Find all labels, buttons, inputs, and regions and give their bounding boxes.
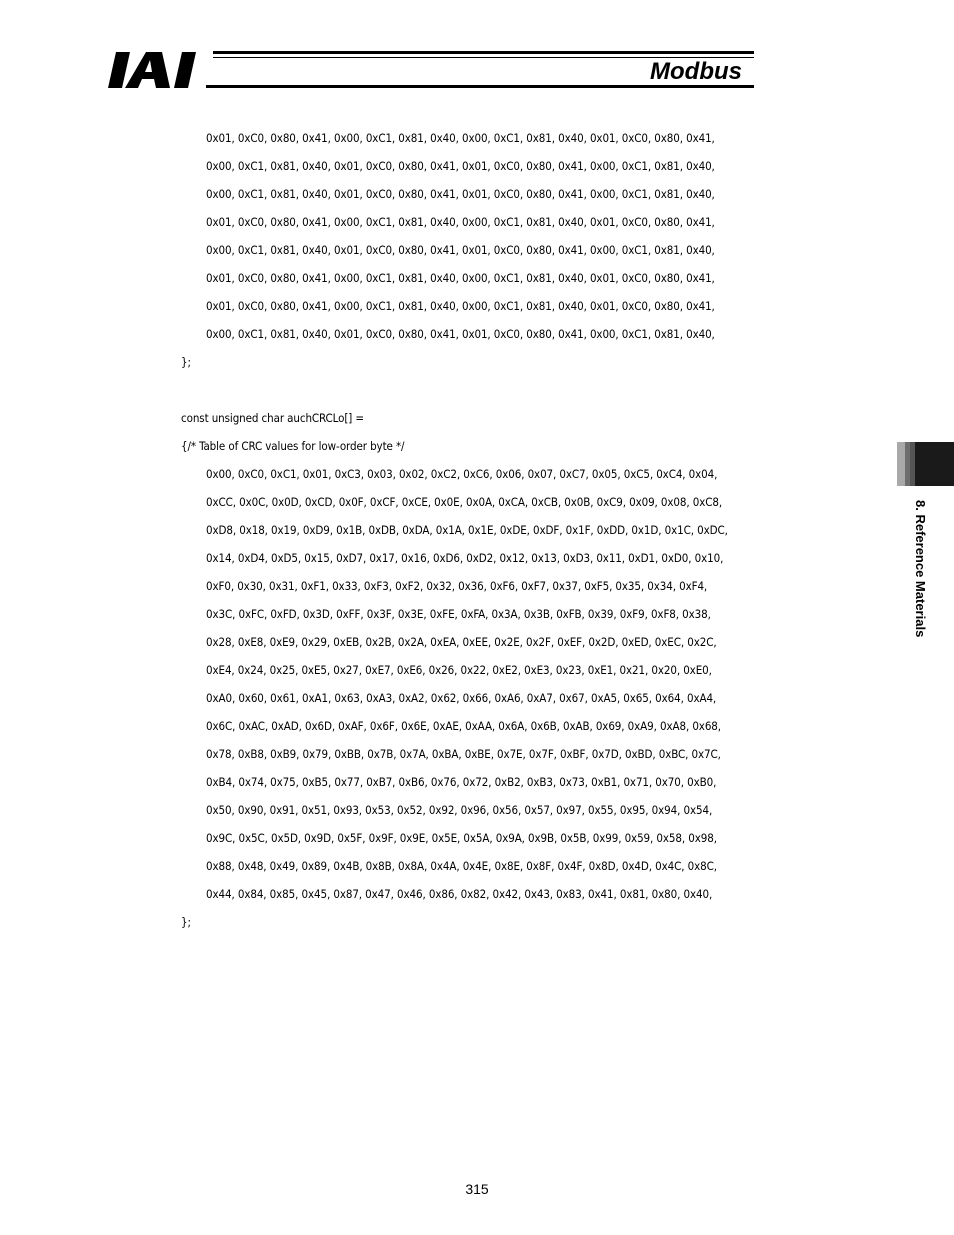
iai-logo — [108, 48, 208, 92]
crc-lo-table-row: 0xE4, 0x24, 0x25, 0xE5, 0x27, 0xE7, 0xE6, 0x26, 0x22, 0xE2, 0xE3, 0x23, 0xE1, 0x21, 0x20, 0xE0, — [206, 663, 712, 677]
crc-lo-table-row: 0x78, 0xB8, 0xB9, 0x79, 0xBB, 0x7B, 0x7A, 0xBA, 0xBE, 0x7E, 0x7F, 0xBF, 0x7D, 0xBD, 0xBC, 0x7C, — [206, 747, 721, 761]
crc-hi-table-row: 0x01, 0xC0, 0x80, 0x41, 0x00, 0xC1, 0x81, 0x40, 0x00, 0xC1, 0x81, 0x40, 0x01, 0xC0, 0x80, 0x41, — [206, 271, 715, 285]
crc-hi-table-row: 0x00, 0xC1, 0x81, 0x40, 0x01, 0xC0, 0x80, 0x41, 0x01, 0xC0, 0x80, 0x41, 0x00, 0xC1, 0x81, 0x40, — [206, 159, 715, 173]
crc-lo-table-row: 0xCC, 0x0C, 0x0D, 0xCD, 0x0F, 0xCF, 0xCE, 0x0E, 0x0A, 0xCA, 0xCB, 0x0B, 0xC9, 0x09, 0x08, 0xC8, — [206, 495, 723, 509]
header-title: Modbus — [650, 58, 742, 85]
crc-lo-table-row: 0x6C, 0xAC, 0xAD, 0x6D, 0xAF, 0x6F, 0x6E, 0xAE, 0xAA, 0x6A, 0x6B, 0xAB, 0x69, 0xA9, 0xA8, 0x68, — [206, 719, 721, 733]
table-close-brace: }; — [181, 355, 191, 369]
crc-lo-table-row: 0x3C, 0xFC, 0xFD, 0x3D, 0xFF, 0x3F, 0x3E, 0xFE, 0xFA, 0x3A, 0x3B, 0xFB, 0x39, 0xF9, 0xF8, 0x38, — [206, 607, 711, 621]
crc-hi-table-row: 0x00, 0xC1, 0x81, 0x40, 0x01, 0xC0, 0x80, 0x41, 0x01, 0xC0, 0x80, 0x41, 0x00, 0xC1, 0x81, 0x40, — [206, 187, 715, 201]
table-close-brace: }; — [181, 915, 191, 929]
crc-lo-table-row: 0x28, 0xE8, 0xE9, 0x29, 0xEB, 0x2B, 0x2A, 0xEA, 0xEE, 0x2E, 0x2F, 0xEF, 0x2D, 0xED, 0xEC, 0x2C, — [206, 635, 717, 649]
chapter-tab-marker — [897, 442, 954, 486]
crc-hi-table-row: 0x00, 0xC1, 0x81, 0x40, 0x01, 0xC0, 0x80, 0x41, 0x01, 0xC0, 0x80, 0x41, 0x00, 0xC1, 0x81, 0x40, — [206, 327, 715, 341]
crc-hi-table-row: 0x01, 0xC0, 0x80, 0x41, 0x00, 0xC1, 0x81, 0x40, 0x00, 0xC1, 0x81, 0x40, 0x01, 0xC0, 0x80, 0x41, — [206, 299, 715, 313]
crc-hi-table-row: 0x01, 0xC0, 0x80, 0x41, 0x00, 0xC1, 0x81, 0x40, 0x00, 0xC1, 0x81, 0x40, 0x01, 0xC0, 0x80, 0x41, — [206, 215, 715, 229]
array-declaration: const unsigned char auchCRCLo[] = — [181, 411, 364, 425]
crc-lo-table-row: 0x50, 0x90, 0x91, 0x51, 0x93, 0x53, 0x52, 0x92, 0x96, 0x56, 0x57, 0x97, 0x55, 0x95, 0x94, 0x54, — [206, 803, 713, 817]
crc-lo-table-row: 0x88, 0x48, 0x49, 0x89, 0x4B, 0x8B, 0x8A, 0x4A, 0x4E, 0x8E, 0x8F, 0x4F, 0x8D, 0x4D, 0x4C, 0x8C, — [206, 859, 717, 873]
crc-lo-table-row: 0x00, 0xC0, 0xC1, 0x01, 0xC3, 0x03, 0x02, 0xC2, 0xC6, 0x06, 0x07, 0xC7, 0x05, 0xC5, 0xC4, 0x04, — [206, 467, 718, 481]
header-rule-top — [213, 51, 754, 54]
crc-lo-table-row: 0xA0, 0x60, 0x61, 0xA1, 0x63, 0xA3, 0xA2, 0x62, 0x66, 0xA6, 0xA7, 0x67, 0xA5, 0x65, 0x64, 0xA4, — [206, 691, 717, 705]
crc-lo-table-row: 0x44, 0x84, 0x85, 0x45, 0x87, 0x47, 0x46, 0x86, 0x82, 0x42, 0x43, 0x83, 0x41, 0x81, 0x80, 0x40, — [206, 887, 713, 901]
crc-lo-table-row: 0xF0, 0x30, 0x31, 0xF1, 0x33, 0xF3, 0xF2, 0x32, 0x36, 0xF6, 0xF7, 0x37, 0xF5, 0x35, 0x34, 0xF4, — [206, 579, 708, 593]
crc-lo-table-row: 0x14, 0xD4, 0xD5, 0x15, 0xD7, 0x17, 0x16, 0xD6, 0xD2, 0x12, 0x13, 0xD3, 0x11, 0xD1, 0xD0, 0x10, — [206, 551, 724, 565]
crc-lo-table-row: 0x9C, 0x5C, 0x5D, 0x9D, 0x5F, 0x9F, 0x9E, 0x5E, 0x5A, 0x9A, 0x9B, 0x5B, 0x99, 0x59, 0x58, 0x98, — [206, 831, 717, 845]
page-number: 315 — [465, 1181, 489, 1197]
crc-lo-table-row: 0xB4, 0x74, 0x75, 0xB5, 0x77, 0xB7, 0xB6, 0x76, 0x72, 0xB2, 0xB3, 0x73, 0xB1, 0x71, 0x70, 0xB0, — [206, 775, 717, 789]
chapter-side-label: 8. Reference Materials — [913, 500, 928, 638]
table-comment: {/* Table of CRC values for low-order byte */ — [181, 439, 405, 453]
crc-hi-table-row: 0x01, 0xC0, 0x80, 0x41, 0x00, 0xC1, 0x81, 0x40, 0x00, 0xC1, 0x81, 0x40, 0x01, 0xC0, 0x80, 0x41, — [206, 131, 715, 145]
crc-hi-table-row: 0x00, 0xC1, 0x81, 0x40, 0x01, 0xC0, 0x80, 0x41, 0x01, 0xC0, 0x80, 0x41, 0x00, 0xC1, 0x81, 0x40, — [206, 243, 715, 257]
crc-lo-table-row: 0xD8, 0x18, 0x19, 0xD9, 0x1B, 0xDB, 0xDA, 0x1A, 0x1E, 0xDE, 0xDF, 0x1F, 0xDD, 0x1D, 0x1C, 0xDC, — [206, 523, 728, 537]
iai-logo-graphic — [108, 48, 208, 92]
